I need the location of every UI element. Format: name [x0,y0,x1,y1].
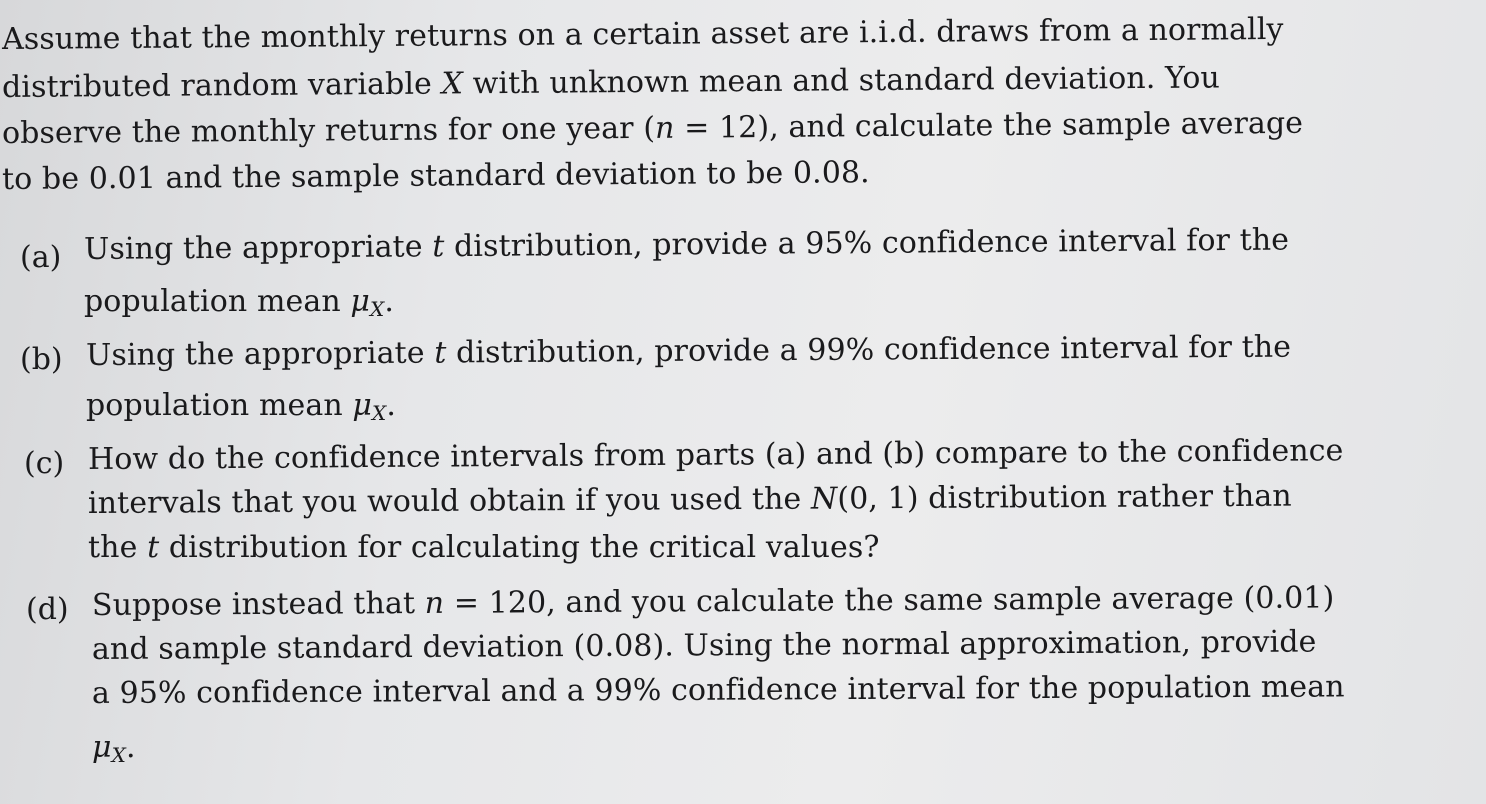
intro-line-1 [2,8,1284,62]
mu-subscript: X [111,743,126,767]
variable-n: n [424,585,445,621]
part-d-line-2-text: and sample standard deviation (0.08). Using the normal approximation, provide [91,624,1317,667]
part-d-line-3 [92,665,1345,716]
part-a-line-1-text-b: distribution, provide a 95% confidence interval for the [444,222,1290,265]
intro-line-1-text: Assume that the monthly returns on a certain asset are i.i.d. draws from a normally [1,11,1284,57]
mu-symbol: μ [92,730,112,765]
mu-symbol: μ [352,388,372,423]
period: . [386,388,396,423]
mu-subscript: X [372,401,387,425]
part-b-line-2 [86,384,396,435]
part-d-line-4 [92,726,136,777]
part-a-line-2-text: population mean [84,284,351,319]
variable-n: n [654,110,675,146]
variable-n-distribution: N [810,481,838,517]
part-b-line-1-text-b: distribution, provide a 99% confidence interval for the [446,329,1292,371]
intro-line-3-text-b: = 12), and calculate the sample average [674,105,1304,146]
part-d-label: (d) [26,592,69,627]
part-c-line-3-text-a: the [88,530,148,565]
part-d-line-1 [92,576,1335,628]
part-c-line-1-text: How do the confidence intervals from parts (a) and (b) compare to the confidence [87,433,1344,477]
intro-line-4-text: to be 0.01 and the sample standard deviation to be 0.08. [1,155,870,197]
variable-x: X [441,66,464,102]
period: . [384,284,394,319]
intro-line-3-text-a: observe the monthly returns for one year ( [1,110,656,151]
intro-line-2-text-a: distributed random variable [1,66,442,105]
part-c-line-2 [88,475,1292,526]
part-d-line-1-text-b: = 120, and you calculate the same sample average (0.01) [444,580,1335,621]
part-a-line-1 [84,219,1289,272]
part-b-line-1 [86,326,1291,378]
variable-t: t [147,530,160,565]
part-c-line-2-text-b: (0, 1) distribution rather than [837,478,1292,517]
intro-line-4 [2,151,870,202]
intro-line-3 [2,102,1303,156]
part-b-line-2-text: population mean [86,388,353,423]
part-c-line-3 [88,526,880,570]
part-c-label: (c) [24,446,65,481]
part-a-line-2 [84,280,394,331]
part-a-label: (a) [20,240,62,275]
variable-t: t [434,335,447,371]
part-d-line-3-text: a 95% confidence interval and a 99% confidence interval for the population mean [91,669,1345,711]
part-b-label: (b) [20,342,63,377]
intro-line-2 [2,56,1220,110]
part-d-line-1-text-a: Suppose instead that [91,585,425,623]
part-a-line-1-text-a: Using the appropriate [83,229,433,267]
part-c-line-2-text-a: intervals that you would obtain if you used the [87,481,812,521]
intro-line-2-text-b: with unknown mean and standard deviation. You [462,60,1221,102]
part-c-line-3-text-b: distribution for calculating the critical values? [159,530,880,565]
variable-t: t [432,229,445,265]
part-d-line-2 [92,621,1317,672]
part-b-line-1-text-a: Using the appropriate [85,335,435,373]
mu-symbol: μ [350,284,370,319]
part-c-line-1 [88,429,1344,482]
mu-subscript: X [370,297,385,321]
period: . [125,730,136,765]
